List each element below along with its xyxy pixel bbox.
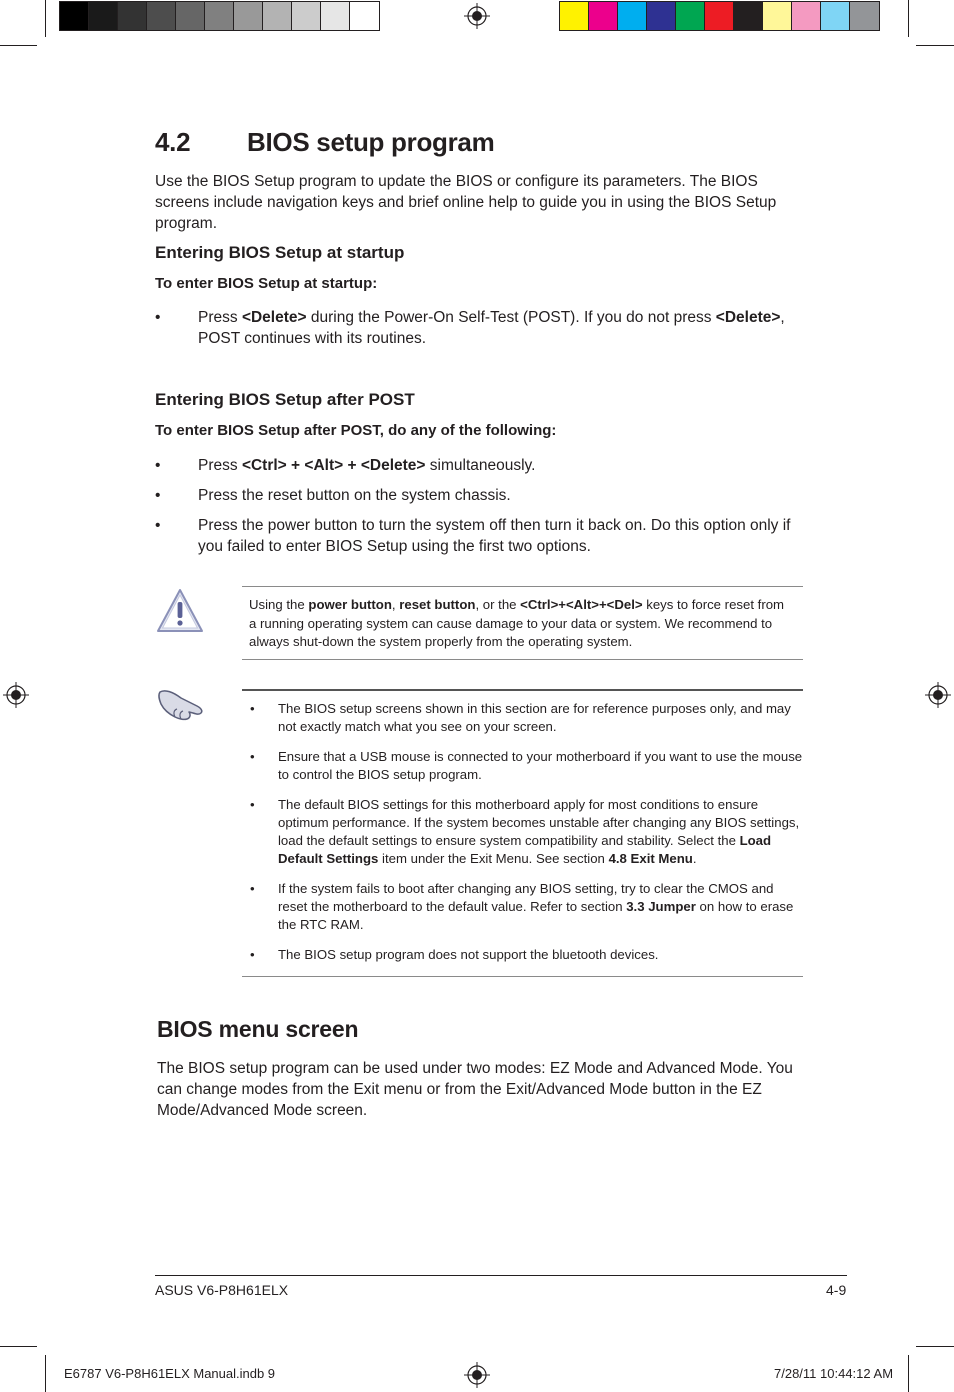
list-item-text: Press <Ctrl> + <Alt> + <Delete> simultaneously.	[198, 457, 536, 474]
notes-rule-top	[242, 689, 803, 691]
color-swatch	[147, 2, 176, 30]
bullet: •	[250, 881, 255, 896]
page-number: 4-9	[826, 1282, 847, 1298]
startup-heading: Entering BIOS Setup at startup	[155, 243, 405, 262]
registration-mark-icon	[464, 3, 490, 29]
color-swatch	[821, 2, 850, 30]
color-swatch	[763, 2, 792, 30]
list-item	[242, 880, 803, 934]
list-item	[155, 515, 805, 557]
list-item-text: Press the reset button on the system chassis.	[198, 487, 511, 504]
bullet: •	[250, 749, 255, 764]
color-swatch	[60, 2, 89, 30]
warning-triangle-icon	[156, 588, 204, 634]
bullet: •	[250, 797, 255, 812]
list-item	[155, 455, 805, 476]
footer-product: ASUS V6-P8H61ELX	[155, 1282, 289, 1298]
list-item	[242, 796, 803, 868]
bullet: •	[155, 517, 161, 534]
notes-list	[242, 700, 803, 976]
color-swatch	[589, 2, 618, 30]
caution-text: Using the power button, reset button, or the <Ctrl>+<Alt>+<Del> keys to force reset from a running operating system can cause damage to your data or system. We recommend to always shut-down the system properly from the operating system.	[249, 597, 785, 649]
color-swatch	[176, 2, 205, 30]
color-swatch	[705, 2, 734, 30]
list-item-text: Press <Delete> during the Power-On Self-Test (POST). If you do not press <Delete>, POST continues with its routines.	[198, 309, 785, 347]
slug-timestamp: 7/28/11 10:44:12 AM	[774, 1366, 894, 1381]
section-number: 4.2	[155, 127, 191, 157]
crop-mark	[0, 1346, 37, 1347]
crop-mark	[908, 0, 909, 37]
crop-mark	[0, 45, 37, 46]
page-title	[155, 127, 494, 158]
intro-paragraph: Use the BIOS Setup program to update the BIOS or configure its parameters. The BIOS screens include navigation keys and brief online help to guide you in using the BIOS Setup program.	[155, 173, 777, 232]
bullet: •	[155, 457, 161, 474]
color-swatch-strip	[559, 1, 880, 31]
list-item-text: The BIOS setup screens shown in this section are for reference purposes only, and may not exactly match what you see on your screen.	[278, 701, 791, 734]
menu-screen-paragraph: The BIOS setup program can be used under two modes: EZ Mode and Advanced Mode. You can change modes from the Exit menu or from the Exit/Advanced Mode button in the EZ Mode/Advanced Mode screen.	[157, 1060, 793, 1119]
color-swatch	[321, 2, 350, 30]
bullet: •	[155, 309, 161, 326]
color-swatch	[560, 2, 589, 30]
crop-mark	[908, 1355, 909, 1392]
color-swatch	[350, 2, 379, 30]
registration-mark-icon	[925, 682, 951, 708]
color-swatch	[850, 2, 879, 30]
list-item-text: The BIOS setup program does not support the bluetooth devices.	[278, 947, 659, 962]
section-title: BIOS setup program	[247, 127, 495, 157]
bullet: •	[250, 701, 255, 716]
color-swatch	[792, 2, 821, 30]
list-item	[155, 307, 805, 349]
color-swatch	[263, 2, 292, 30]
list-item	[242, 946, 803, 964]
color-swatch	[647, 2, 676, 30]
bullet: •	[250, 947, 255, 962]
list-item	[155, 485, 805, 506]
notes-rule-bottom	[242, 976, 803, 977]
list-item-text: If the system fails to boot after changing any BIOS setting, try to clear the CMOS and reset the motherboard to the default value. Refer to section 3.3 Jumper on how to erase the RTC RAM.	[278, 881, 794, 932]
registration-mark-icon	[3, 682, 29, 708]
pointing-hand-icon	[157, 686, 207, 722]
color-swatch	[205, 2, 234, 30]
color-swatch	[618, 2, 647, 30]
crop-mark	[916, 45, 954, 46]
crop-mark	[45, 0, 46, 37]
grayscale-swatch-strip	[59, 1, 380, 31]
footer-rule	[155, 1275, 847, 1276]
list-item-text: The default BIOS settings for this motherboard apply for most conditions to ensure optimum performance. If the system becomes unstable after changing any BIOS settings, load the default settings to ensure system compatibility and stability. Select the Load Default Settings item under the Exit Menu. See section 4.8 Exit Menu.	[278, 797, 800, 866]
color-swatch	[89, 2, 118, 30]
list-item-text: Press the power button to turn the system off then turn it back on. Do this option only if you failed to enter BIOS Setup using the first two options.	[198, 517, 791, 555]
caution-rule-bottom	[242, 659, 803, 660]
list-item-text: Ensure that a USB mouse is connected to your motherboard if you want to use the mouse to control the BIOS setup program.	[278, 749, 803, 782]
color-swatch	[676, 2, 705, 30]
menu-screen-heading: BIOS menu screen	[157, 1016, 359, 1042]
color-swatch	[118, 2, 147, 30]
after-post-subheading: To enter BIOS Setup after POST, do any of the following:	[155, 422, 557, 439]
color-swatch	[734, 2, 763, 30]
bullet: •	[155, 487, 161, 504]
crop-mark	[45, 1355, 46, 1392]
startup-subheading: To enter BIOS Setup at startup:	[155, 275, 378, 292]
slug-filename: E6787 V6-P8H61ELX Manual.indb 9	[64, 1366, 276, 1381]
color-swatch	[234, 2, 263, 30]
caution-rule-top	[242, 586, 803, 587]
registration-mark-icon	[464, 1362, 490, 1388]
list-item	[242, 700, 803, 736]
after-post-heading: Entering BIOS Setup after POST	[155, 390, 415, 409]
list-item	[242, 748, 803, 784]
color-swatch	[292, 2, 321, 30]
crop-mark	[916, 1346, 954, 1347]
